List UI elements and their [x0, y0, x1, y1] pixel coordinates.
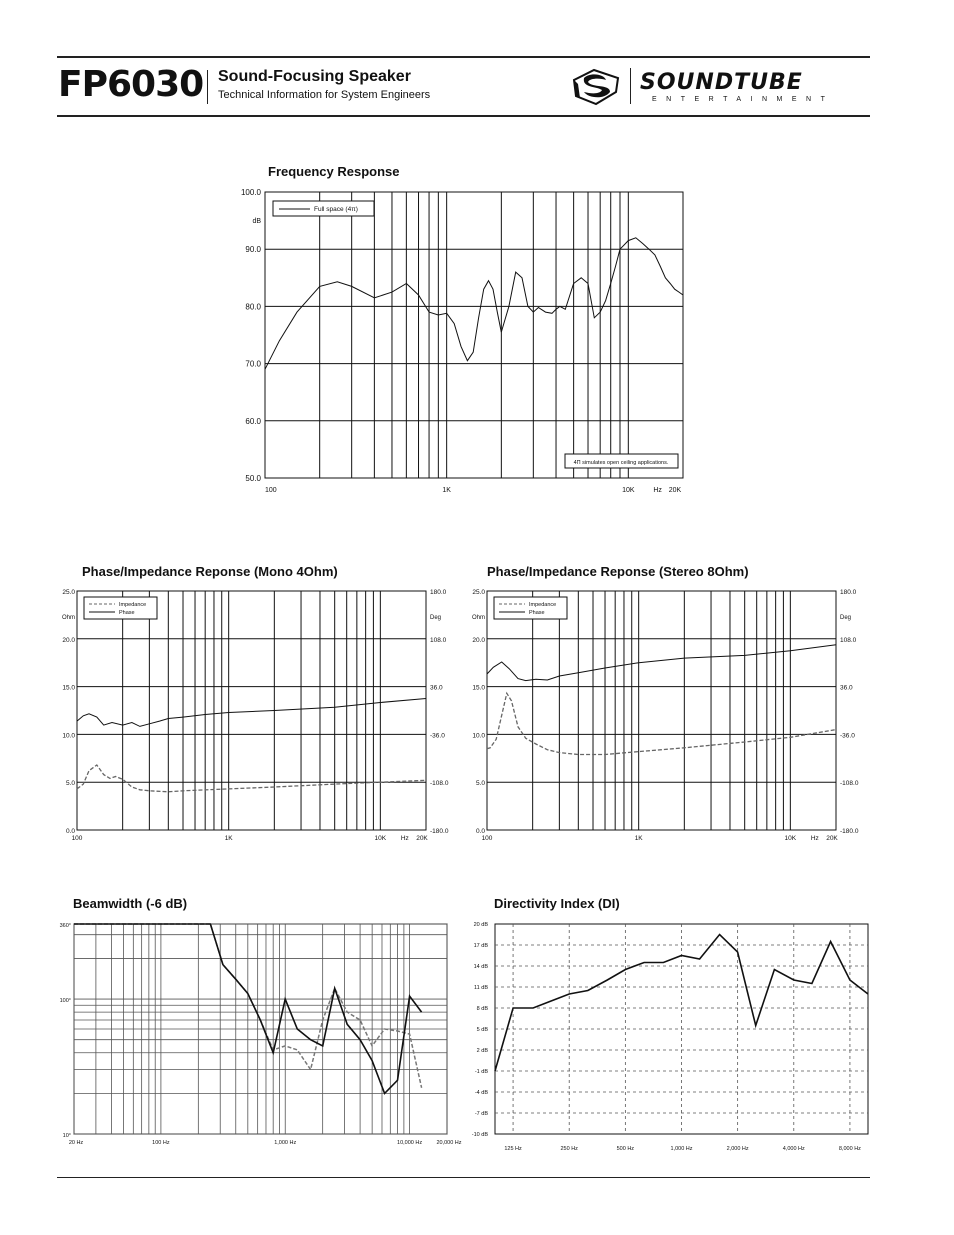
mono-ytick-label: 20.0: [62, 636, 75, 644]
freq-ytick-label: 50.0: [245, 474, 261, 483]
di-xtick-label: 500 Hz: [616, 1146, 635, 1152]
beam-ytick-label: 100°: [59, 998, 71, 1005]
stereo-legend-label-phase: Phase: [529, 610, 545, 616]
stereo-ytick-label: 20.0: [472, 636, 485, 644]
di-ytick-label: 8 dB: [476, 1006, 488, 1012]
freq-xtick-label: 20K: [668, 487, 682, 494]
di-xtick-label: 8,000 Hz: [838, 1146, 861, 1152]
footer-rule: [57, 1177, 870, 1178]
mono-ytick-label: 5.0: [65, 780, 75, 788]
di-ytick-label: 2 dB: [476, 1048, 488, 1054]
beam-title: Beamwidth (-6 dB): [73, 896, 188, 911]
mono-ytick-label: 15.0: [62, 684, 75, 692]
di-xtick-label: 125 Hz: [504, 1146, 522, 1152]
mono-y2tick-label: -180.0: [430, 828, 449, 835]
brand-subtitle: ENTERTAINMENT: [652, 96, 835, 103]
mono-y2tick-label: -36.0: [430, 732, 445, 740]
product-title: Sound-Focusing Speaker: [218, 68, 411, 85]
beam-ytick-label: 360°: [59, 923, 71, 929]
beam-xtick-label: 1,000 Hz: [274, 1140, 297, 1146]
freq-ylabel: dB: [252, 218, 261, 225]
di-ytick-label: -1 dB: [474, 1069, 488, 1075]
di-ytick-label: 20 dB: [473, 922, 488, 928]
model-number: FP6030: [58, 64, 204, 105]
stereo-y2tick-label: 180.0: [840, 589, 857, 596]
stereo-y2tick-label: 36.0: [840, 684, 853, 692]
beam-xtick-label: 20,000 Hz: [436, 1140, 462, 1146]
stereo-ytick-label: 25.0: [472, 589, 485, 596]
di-title: Directivity Index (DI): [494, 896, 620, 911]
di-ytick-label: 14 dB: [473, 964, 488, 970]
freq-xtick-label: 1K: [442, 487, 451, 494]
mono-legend-label-phase: Phase: [119, 610, 135, 616]
mono-y2tick-label: 180.0: [430, 589, 447, 596]
freq-annotation: 4Π simulates open ceiling applications.: [573, 460, 669, 466]
mono-legend-label-impedance: Impedance: [119, 602, 147, 608]
stereo-xtick-label: 20K: [826, 835, 838, 842]
mono-ytick-label: 0.0: [65, 828, 75, 835]
di-ytick-label: -4 dB: [474, 1090, 488, 1096]
stereo-xtick-label: 100: [481, 835, 493, 842]
di-xtick-label: 2,000 Hz: [726, 1146, 749, 1152]
mono-xtick-label: 20K: [416, 835, 428, 842]
stereo-ytick-label: 5.0: [475, 780, 485, 788]
di-ytick-label: -7 dB: [474, 1111, 488, 1117]
mono-title: Phase/Impedance Reponse (Mono 4Ohm): [82, 564, 338, 579]
stereo-y2tick-label: -108.0: [840, 780, 859, 788]
di-ytick-label: 5 dB: [476, 1027, 488, 1033]
mono-y2label: Deg: [430, 615, 442, 621]
stereo-xunit: Hz: [810, 835, 819, 842]
freq-ytick-label: 100.0: [240, 188, 261, 197]
beam-xtick-label: 100 Hz: [152, 1140, 170, 1146]
stereo-y2tick-label: -180.0: [840, 828, 859, 835]
di-xtick-label: 4,000 Hz: [782, 1146, 805, 1152]
stereo-y2tick-label: 108.0: [840, 636, 857, 644]
mono-y2tick-label: 36.0: [430, 684, 443, 692]
mono-xtick-label: 10K: [374, 835, 387, 842]
di-ytick-label: 11 dB: [474, 985, 488, 991]
mono-y2tick-label: 108.0: [430, 636, 447, 644]
stereo-y2tick-label: -36.0: [840, 732, 855, 740]
freq-xtick-label: 100: [265, 487, 277, 494]
stereo-ylabel: Ohm: [471, 615, 485, 621]
stereo-xtick-label: 1K: [634, 835, 643, 842]
beam-xtick-label: 20 Hz: [68, 1140, 84, 1146]
stereo-xtick-label: 10K: [784, 835, 797, 842]
stereo-y2label: Deg: [840, 615, 852, 621]
stereo-ytick-label: 0.0: [475, 828, 485, 835]
di-xtick-label: 250 Hz: [560, 1146, 578, 1152]
freq-ytick-label: 90.0: [245, 245, 261, 255]
freq-ytick-label: 80.0: [245, 302, 261, 312]
beam-ytick-label: 10°: [62, 1133, 71, 1139]
freq-xunit: Hz: [653, 487, 662, 494]
beam-xtick-label: 10,000 Hz: [397, 1140, 423, 1146]
di-ytick-label: -10 dB: [471, 1132, 488, 1138]
di-ytick-label: 17 dB: [473, 943, 488, 949]
freq-legend-label: Full space (4π): [314, 206, 358, 213]
freq-xtick-label: 10K: [622, 487, 635, 494]
mono-xunit: Hz: [400, 835, 409, 842]
freq-title: Frequency Response: [268, 164, 400, 179]
stereo-ytick-label: 10.0: [472, 732, 485, 740]
mono-xtick-label: 1K: [224, 835, 233, 842]
freq-ytick-label: 70.0: [245, 359, 261, 369]
mono-ytick-label: 10.0: [62, 732, 75, 740]
stereo-ytick-label: 15.0: [472, 684, 485, 692]
mono-ytick-label: 25.0: [62, 589, 75, 596]
mono-y2tick-label: -108.0: [430, 780, 449, 788]
stereo-legend-label-impedance: Impedance: [529, 602, 557, 608]
brand-name: SOUNDTUBE: [640, 70, 803, 95]
stereo-title: Phase/Impedance Reponse (Stereo 8Ohm): [487, 564, 749, 579]
mono-xtick-label: 100: [71, 835, 83, 842]
freq-ytick-label: 60.0: [245, 416, 261, 426]
di-xtick-label: 1,000 Hz: [670, 1146, 693, 1152]
product-subtitle: Technical Information for System Engineers: [218, 89, 431, 101]
mono-ylabel: Ohm: [61, 615, 75, 621]
